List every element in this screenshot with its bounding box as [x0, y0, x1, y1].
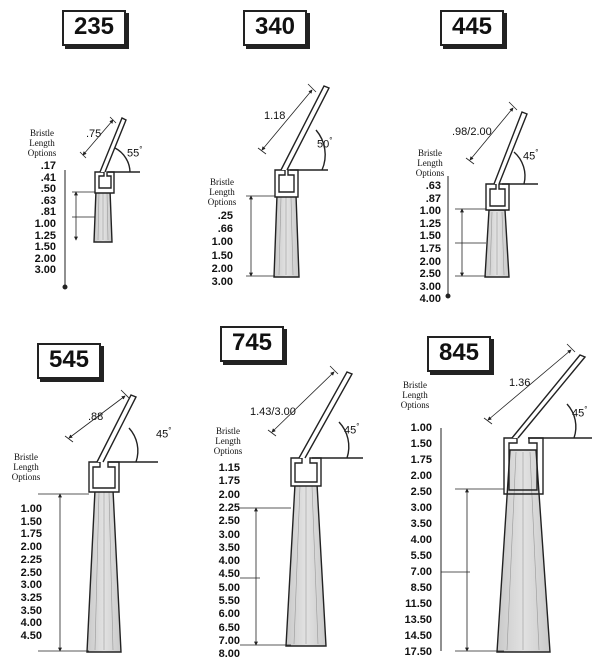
bristle-length-option: .50: [40, 183, 56, 196]
dimension-label-745: 1.43/3.00: [250, 406, 296, 418]
bristle-length-option: 8.50: [410, 582, 432, 594]
bristle-length-option: 5.00: [218, 581, 240, 594]
bristle-length-option: 1.75: [419, 243, 441, 255]
bristle-length-option: 2.50: [218, 515, 240, 528]
bristle-length-option: 3.00: [211, 276, 233, 288]
bristle-length-option: 1.00: [419, 205, 441, 218]
bristle-length-option: .87: [425, 192, 441, 205]
bristle-length-option: 2.50: [410, 486, 432, 498]
bristle-length-option: 4.00: [410, 534, 432, 546]
dimension-label-235: .75: [86, 128, 102, 140]
dimension-label-545: .88: [88, 411, 104, 423]
bristle-length-option: 1.50: [34, 241, 56, 254]
bristle-length-option: 4.00: [218, 555, 240, 568]
profile-845: [441, 344, 592, 652]
bristle-length-option: 6.50: [218, 621, 240, 634]
bristle-length-option: 1.25: [419, 217, 441, 230]
model-label-545: 545: [37, 343, 101, 379]
bristle-length-option: 2.50: [20, 566, 42, 579]
bristle-length-option: .17: [40, 160, 56, 172]
bristle-length-option: 6.00: [218, 608, 240, 621]
model-label-745: 745: [220, 326, 284, 362]
bristle-length-option: 3.25: [20, 591, 42, 604]
bristle-length-option: 7.00: [410, 566, 432, 578]
bristle-length-option: 1.75: [218, 475, 240, 488]
bristle-length-option: 1.25: [34, 229, 56, 242]
bristle-length-option: 3.00: [410, 502, 432, 514]
bristle-length-option: 1.75: [410, 454, 432, 466]
bristle-length-option: .81: [40, 206, 56, 219]
bristle-length-option: 3.00: [419, 280, 441, 293]
bristle-length-option: 5.50: [218, 595, 240, 607]
angle-label-745: 45°: [344, 422, 360, 437]
bristle-length-label-845: Bristle Length Options: [400, 380, 430, 410]
bristle-length-option: 2.50: [419, 268, 441, 281]
bristle-length-option: 1.50: [211, 249, 233, 262]
bristle-length-option: 4.50: [218, 568, 240, 581]
bristle-length-option: 1.00: [34, 218, 56, 230]
bristle-length-option: 2.00: [20, 541, 42, 554]
bristle-length-option: 1.00: [410, 422, 432, 434]
angle-label-845: 45°: [572, 405, 588, 420]
bristle-length-option: 2.25: [218, 501, 240, 514]
bristle-length-option: 4.00: [20, 617, 42, 630]
bristle-length-option: 2.00: [211, 262, 233, 275]
bristle-length-option: 1.75: [20, 528, 42, 541]
bristle-length-option: 3.50: [410, 518, 432, 530]
bristle-length-option: 3.50: [20, 604, 42, 617]
bristle-length-option: .25: [217, 210, 233, 222]
profile-235: [63, 117, 143, 289]
bristle-length-option: 2.00: [34, 252, 56, 265]
bristle-length-option: 1.00: [20, 503, 42, 515]
model-label-845: 845: [427, 336, 491, 372]
bristle-length-option: 3.00: [20, 579, 42, 592]
bristle-length-option: 3.00: [34, 264, 56, 277]
angle-label-235: 55°: [127, 145, 143, 160]
bristle-length-label-545: Bristle Length Options: [11, 452, 41, 482]
angle-label-545: 45°: [156, 426, 172, 441]
bristle-length-option: 13.50: [404, 614, 432, 626]
model-label-445: 445: [440, 10, 504, 46]
dimension-label-340: 1.18: [264, 110, 286, 122]
bristle-length-option: 2.25: [20, 553, 42, 566]
bristle-length-option: 2.00: [419, 255, 441, 268]
bristle-length-label-745: Bristle Length Options: [213, 426, 243, 456]
profile-340: [246, 84, 329, 277]
bristle-length-label-235: Bristle Length Options: [27, 128, 57, 158]
bristle-length-option: .66: [217, 223, 233, 236]
model-label-340: 340: [243, 10, 307, 46]
bristle-length-option: 7.00: [218, 634, 240, 647]
bristle-length-label-340: Bristle Length Options: [207, 177, 237, 207]
dimension-label-845: 1.36: [509, 377, 531, 389]
profile-545: [38, 390, 158, 652]
bristle-length-option: 1.50: [410, 438, 432, 450]
bristle-length-label-445: Bristle Length Options: [415, 148, 445, 178]
angle-label-445: 45°: [523, 148, 539, 163]
bristle-length-option: 14.50: [404, 630, 432, 642]
profile-745: [240, 366, 363, 646]
bristle-length-option: 4.00: [419, 293, 441, 306]
bristle-length-option: 1.00: [211, 236, 233, 249]
model-label-235: 235: [62, 10, 126, 46]
bristle-length-option: 8.00: [218, 648, 240, 661]
bristle-length-option: .41: [40, 171, 56, 184]
bristle-length-option: 2.00: [410, 470, 432, 482]
bristle-length-option: 11.50: [405, 598, 432, 610]
bristle-length-option: 3.00: [218, 528, 240, 541]
bristle-length-option: 1.15: [218, 462, 240, 474]
bristle-length-option: .63: [425, 180, 441, 192]
bristle-length-option: 1.50: [419, 230, 441, 243]
angle-label-340: 50°: [317, 136, 333, 151]
bristle-length-option: 3.50: [218, 541, 240, 554]
bristle-length-option: 2.00: [218, 488, 240, 501]
bristle-length-option: 1.50: [20, 515, 42, 528]
dimension-label-445: .98/2.00: [452, 126, 492, 138]
bristle-length-option: 17.50: [404, 646, 432, 658]
bristle-length-option: .63: [40, 194, 56, 207]
profile-445: [446, 102, 538, 298]
bristle-length-option: 4.50: [20, 630, 42, 642]
bristle-length-option: 5.50: [410, 550, 432, 562]
